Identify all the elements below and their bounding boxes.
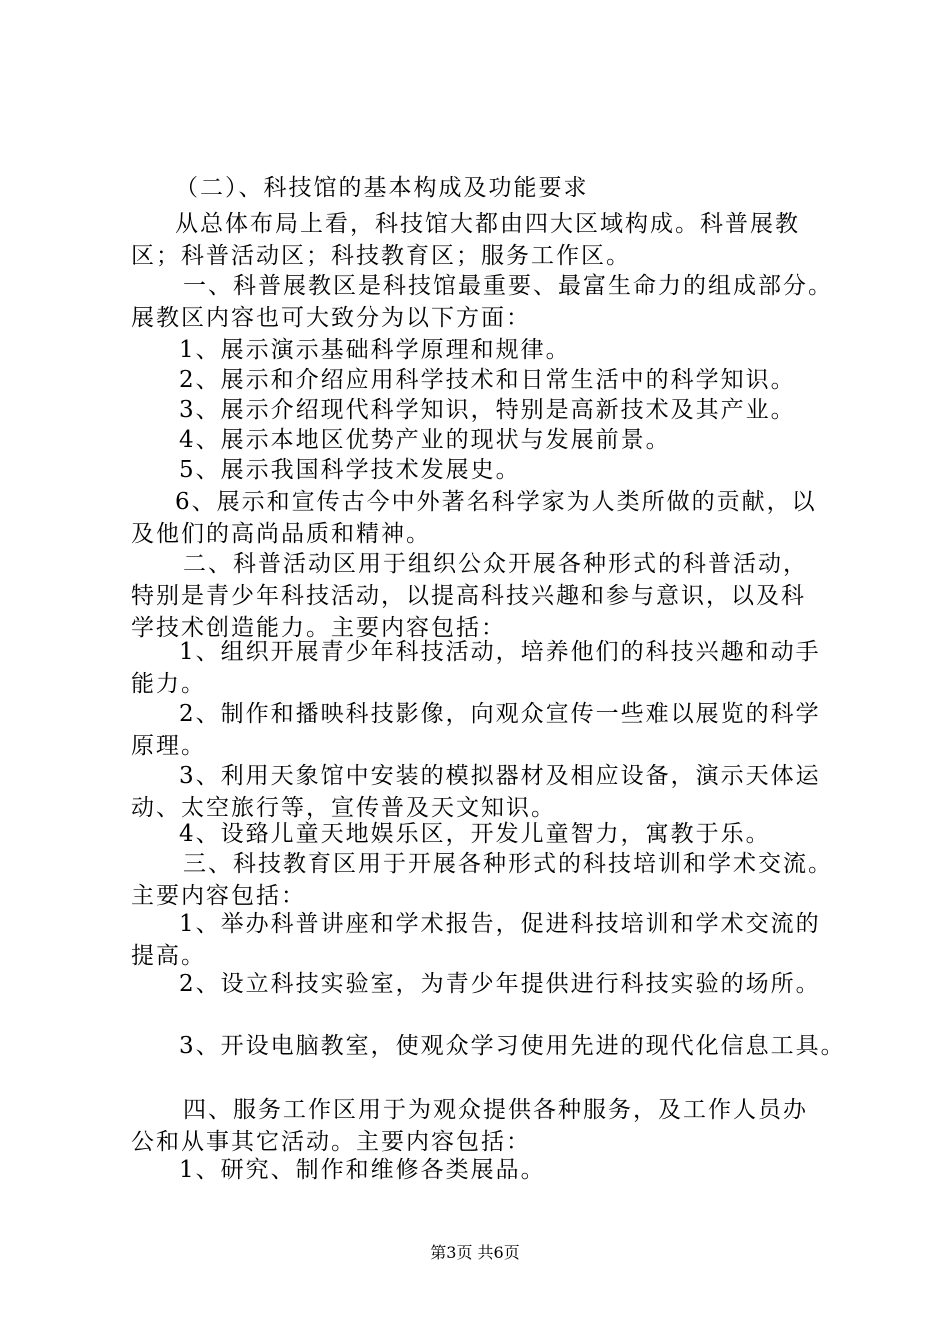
text-line: 学技术创造能力。主要内容包括： <box>131 615 506 641</box>
text-line: 主要内容包括： <box>131 883 306 909</box>
text-line: 3、利用天象馆中安装的模拟器材及相应设备，演示天体运 <box>179 763 821 789</box>
text-line: 1、展示演示基础科学原理和规律。 <box>179 337 571 363</box>
text-line: 二、科普活动区用于组织公众开展各种形式的科普活动， <box>183 551 808 577</box>
list-item <box>131 394 899 426</box>
text-line: 2、设立科技实验室，为青少年提供进行科技实验的场所。 <box>179 971 821 997</box>
text-line: 特别是青少年科技活动，以提高科技兴趣和参与意识，以及科 <box>131 583 806 609</box>
text-line: 及他们的高尚品质和精神。 <box>131 521 431 547</box>
text-line: 5、展示我国科学技术发展史。 <box>179 457 521 483</box>
page-footer: 第3页 共6页 <box>430 1243 520 1262</box>
text-line: 原理。 <box>131 733 206 759</box>
section-heading <box>131 172 895 204</box>
list-item <box>131 454 899 486</box>
paragraph <box>131 848 851 912</box>
list-item <box>131 818 899 850</box>
text-line: 区；科普活动区；科技教育区；服务工作区。 <box>131 243 631 269</box>
paragraph <box>131 270 851 334</box>
text-line: 提高。 <box>131 943 206 969</box>
text-line: 2、制作和播映科技影像，向观众宣传一些难以展览的科学 <box>179 701 821 727</box>
text-line: 3、展示介绍现代科学知识，特别是高新技术及其产业。 <box>179 397 796 423</box>
text-line: 2、展示和介绍应用科学技术和日常生活中的科学知识。 <box>179 367 796 393</box>
text-line: 三、科技教育区用于开展各种形式的科技培训和学术交流。 <box>183 851 833 877</box>
text-line: 公和从事其它活动。主要内容包括： <box>131 1129 531 1155</box>
list-item <box>131 486 851 550</box>
text-line: （二）、科技馆的基本构成及功能要求 <box>175 175 589 201</box>
list-item <box>131 636 851 700</box>
list-item <box>131 334 899 366</box>
paragraph <box>131 208 851 272</box>
list-item <box>131 364 899 396</box>
list-item <box>131 908 851 972</box>
text-line: 一、科普展教区是科技馆最重要、最富生命力的组成部分。 <box>183 273 833 299</box>
list-item <box>131 698 851 762</box>
text-line: 动、太空旅行等，宣传普及天文知识。 <box>131 795 556 821</box>
list-item <box>131 968 899 1000</box>
text-line: 四、服务工作区用于为观众提供各种服务，及工作人员办 <box>183 1097 808 1123</box>
text-line: 从总体布局上看，科技馆大都由四大区域构成。科普展教 <box>175 211 800 237</box>
text-line: 3、开设电脑教室，使观众学习使用先进的现代化信息工具。 <box>179 1033 846 1059</box>
text-line: 1、组织开展青少年科技活动，培养他们的科技兴趣和动手 <box>179 639 821 665</box>
list-item <box>131 760 851 824</box>
list-item <box>131 1030 899 1062</box>
text-line: 1、研究、制作和维修各类展品。 <box>179 1157 546 1183</box>
paragraph <box>131 548 851 644</box>
list-item <box>131 1154 899 1186</box>
list-item <box>131 424 899 456</box>
text-line: 1、举办科普讲座和学术报告，促进科技培训和学术交流的 <box>179 911 821 937</box>
paragraph <box>131 1094 851 1158</box>
text-line: 6、展示和宣传古今中外著名科学家为人类所做的贡献，以 <box>175 489 817 515</box>
text-line: 4、设臵儿童天地娱乐区，开发儿童智力，寓教于乐。 <box>179 821 771 847</box>
text-line: 4、展示本地区优势产业的现状与发展前景。 <box>179 427 671 453</box>
text-line: 展教区内容也可大致分为以下方面： <box>131 305 531 331</box>
text-line: 能力。 <box>131 671 206 697</box>
